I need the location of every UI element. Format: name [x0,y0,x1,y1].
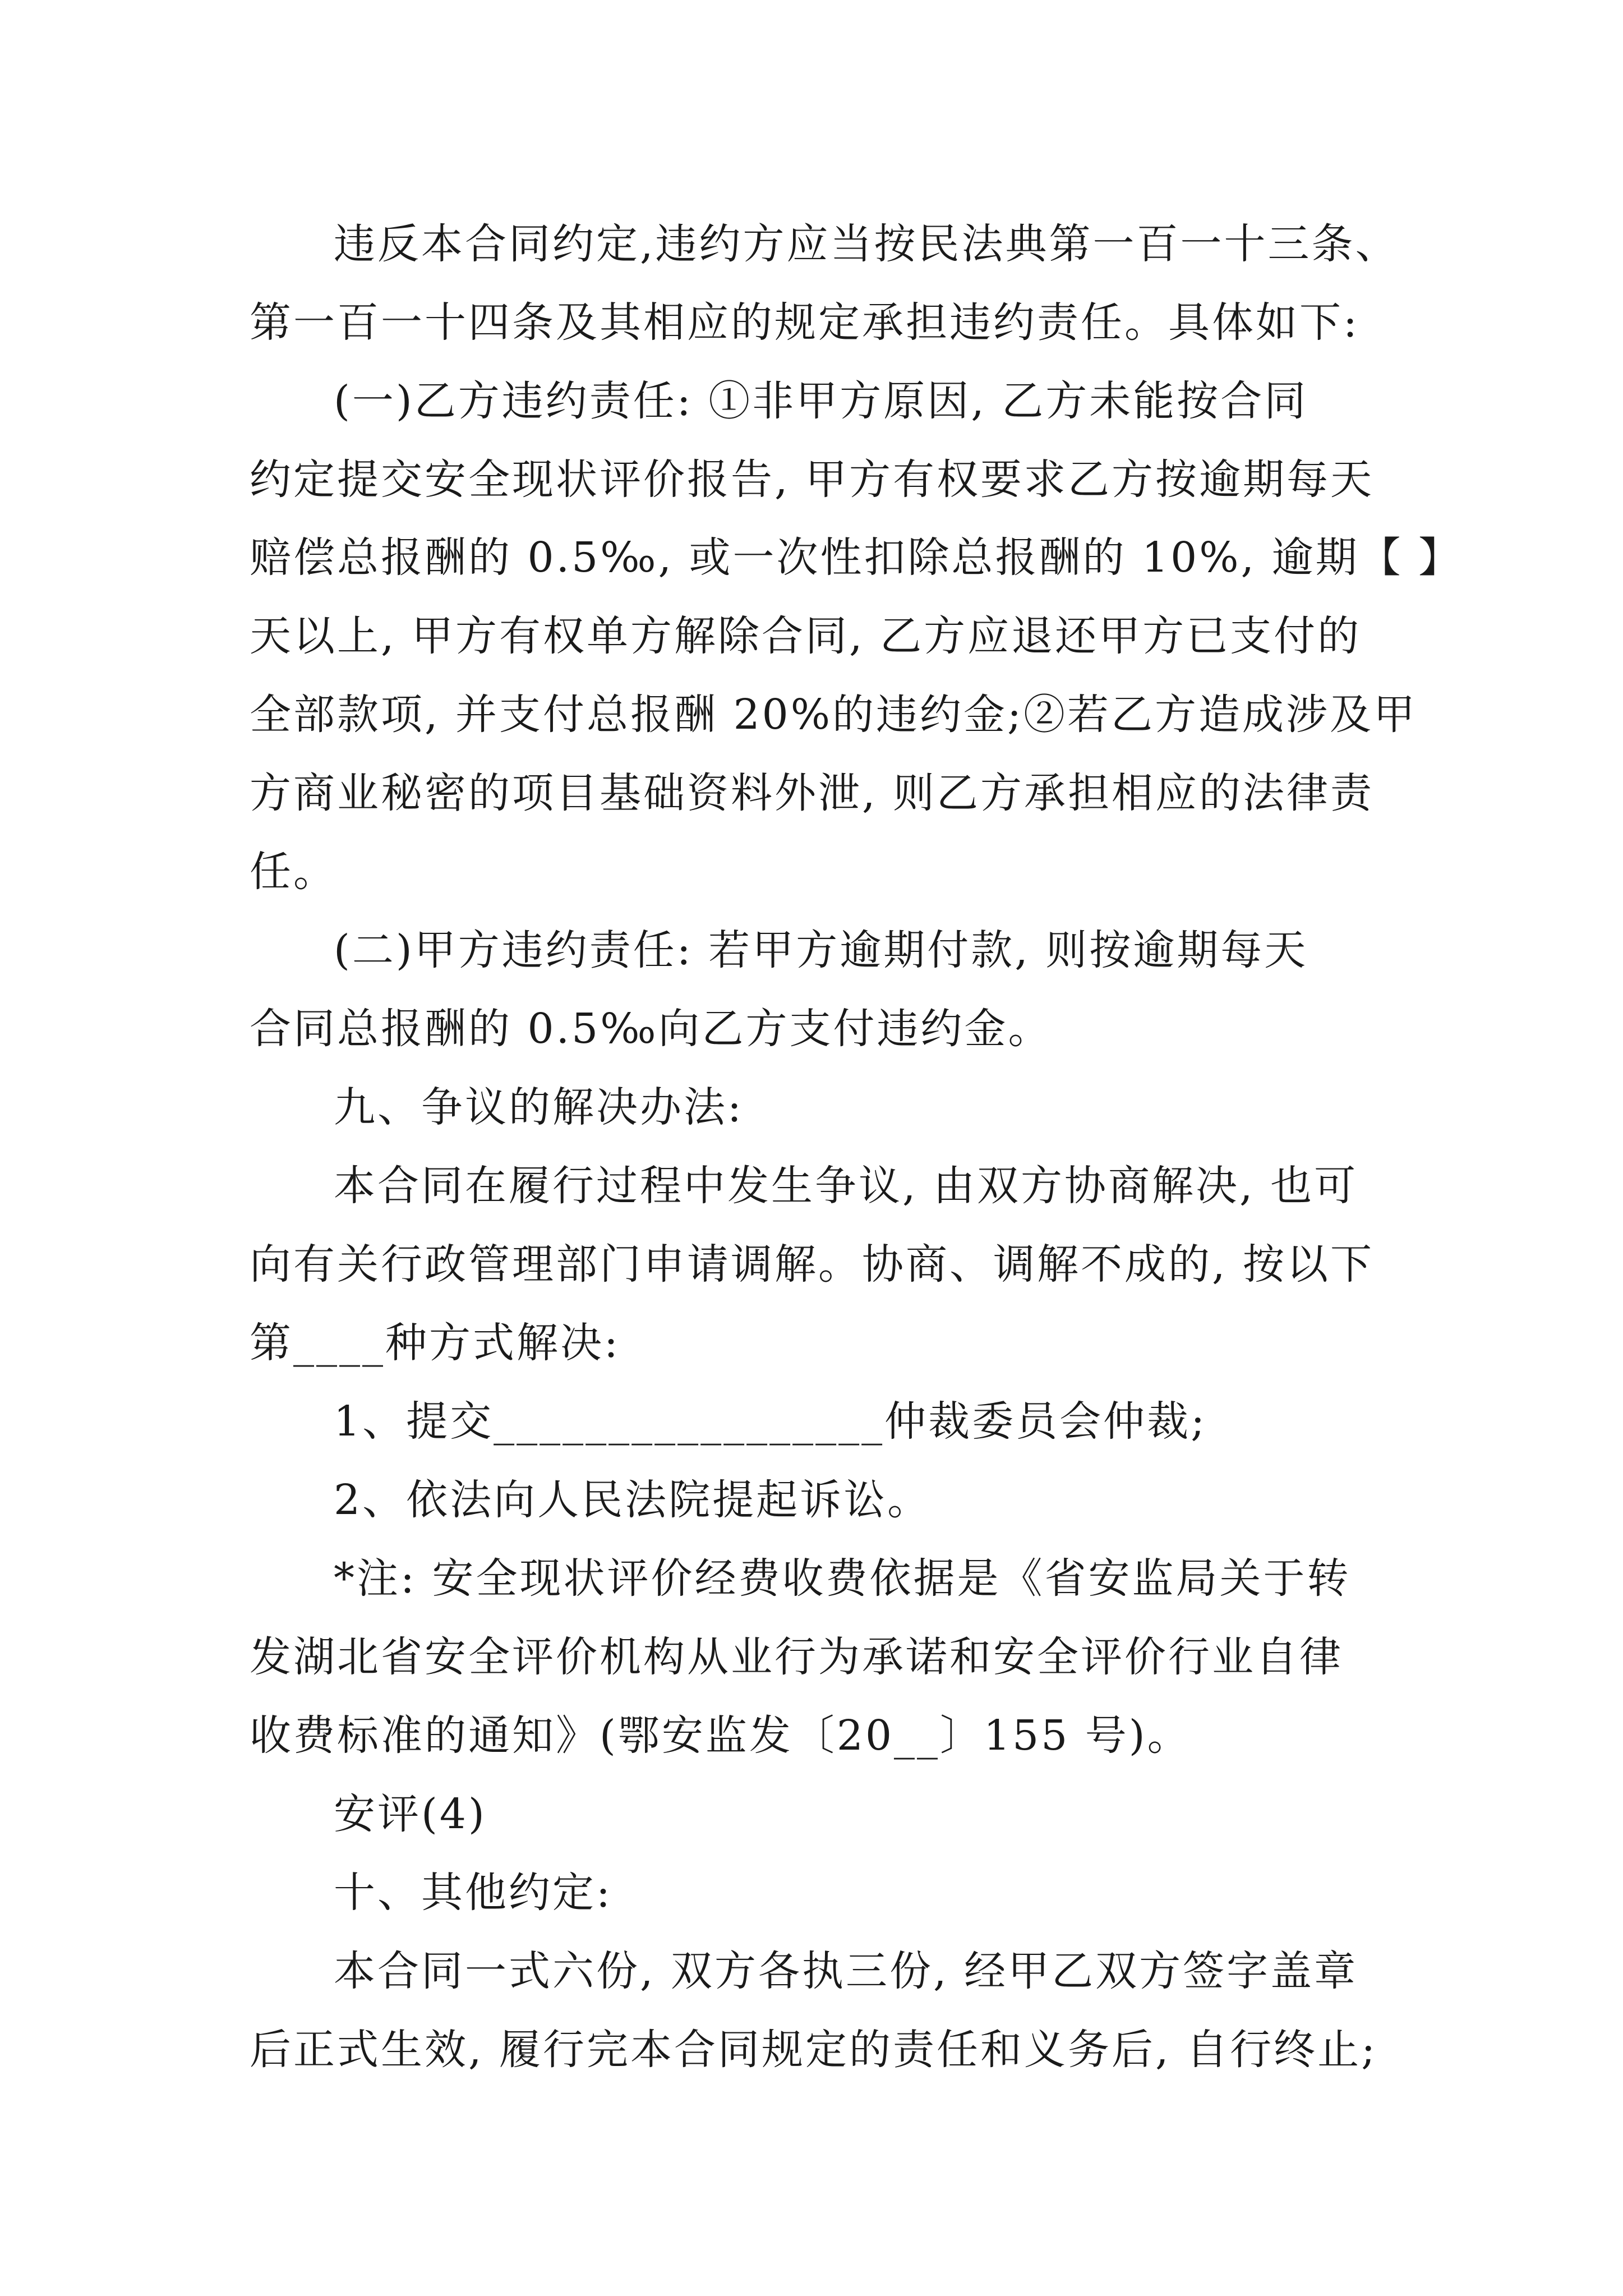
text-line: 向有关行政管理部门申请调解。协商、调解不成的, 按以下 [250,1240,1375,1289]
text-line: 第一百一十四条及其相应的规定承担违约责任。具体如下: [250,298,1359,347]
list-item: 1、提交_________________仲裁委员会仲裁; [334,1397,1207,1446]
text-line: 第____种方式解决: [250,1319,620,1367]
text-line: 后正式生效, 履行完本合同规定的责任和义务后, 自行终止; [250,2026,1378,2074]
text-line: 任。 [250,848,337,896]
text-line: 本合同在履行过程中发生争议, 由双方协商解决, 也可 [334,1162,1358,1210]
text-line: 本合同一式六份, 双方各执三份, 经甲乙双方签字盖章 [334,1947,1358,1995]
list-item: 2、依法向人民法院提起诉讼。 [334,1476,932,1524]
note-line: *注: 安全现状评价经费收费依据是《省安监局关于转 [334,1554,1351,1603]
text-line: 收费标准的通知》(鄂安监发〔20__〕155 号)。 [250,1711,1191,1760]
text-line: 违反本合同约定,违约方应当按民法典第一百一十三条、 [334,220,1399,268]
text-line: 约定提交安全现状评价报告, 甲方有权要求乙方按逾期每天 [250,455,1375,504]
section-heading: 九、争议的解决办法: [334,1083,744,1131]
text-line: (一)乙方违约责任: ①非甲方原因, 乙方未能按合同 [334,377,1308,425]
text-line: 合同总报酬的 0.5‰向乙方支付违约金。 [250,1005,1052,1053]
text-line: 全部款项, 并支付总报酬 20%的违约金;②若乙方造成涉及甲 [250,691,1417,739]
text-line: 安评(4) [334,1790,487,1838]
text-line: 天以上, 甲方有权单方解除合同, 乙方应退还甲方已支付的 [250,612,1362,660]
section-heading: 十、其他约定: [334,1869,612,1917]
text-line: 发湖北省安全评价机构从业行为承诺和安全评价行业自律 [250,1633,1343,1681]
text-line: 赔偿总报酬的 0.5‰, 或一次性扣除总报酬的 10%, 逾期【 】 [250,533,1463,582]
text-line: 方商业秘密的项目基础资料外泄, 则乙方承担相应的法律责 [250,769,1375,817]
text-line: (二)甲方违约责任: 若甲方逾期付款, 则按逾期每天 [334,926,1308,974]
